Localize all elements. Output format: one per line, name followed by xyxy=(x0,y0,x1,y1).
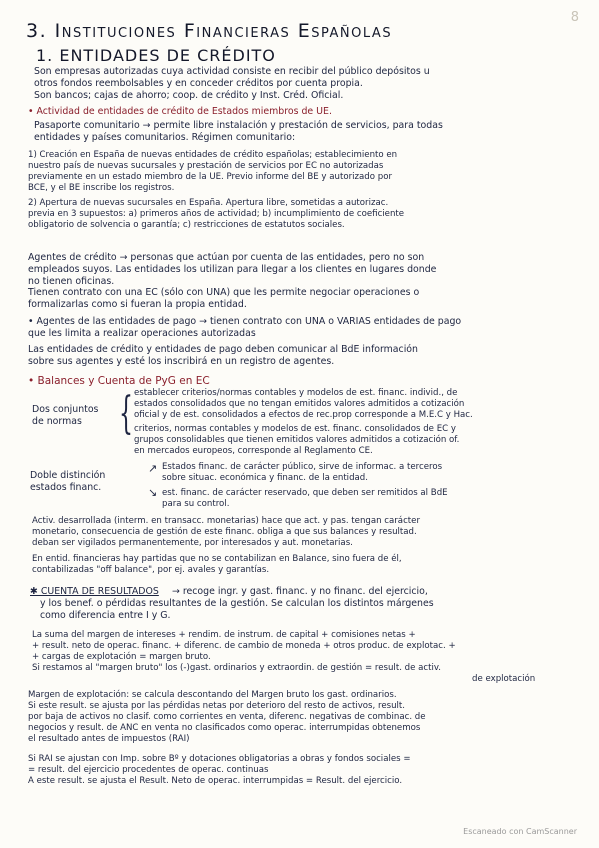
text-line: Son empresas autorizadas cuya actividad consiste en recibir del público depósitos u xyxy=(34,66,430,77)
brace-icon: { xyxy=(119,388,133,439)
text-line: Activ. desarrollada (interm. en transacc. monetarias) hace que act. y pas. tengan carácter xyxy=(32,516,420,526)
text-line: contabilizadas "off balance", por ej. avales y garantías. xyxy=(32,565,270,575)
text-line: de normas xyxy=(32,415,82,427)
cuenta-resultados-line-1: → recoge ingr. y gast. financ. y no financ. del ejercicio, xyxy=(172,586,428,597)
text-line: monetario, consecuencia de gestión de este financ. obliga a que sus balances y resultad. xyxy=(32,527,417,537)
section-heading-entidades: 1. ENTIDADES DE CRÉDITO xyxy=(36,46,276,65)
normas-rule-2 xyxy=(134,424,459,457)
text-line: formalizarlas como si fueran la propia entidad. xyxy=(28,299,247,311)
text-line: por baja de activos no clasif. como corrientes en venta, diferenc. negativas de combinac. de xyxy=(28,712,426,722)
text-line: el resultado antes de impuestos (RAI) xyxy=(28,734,190,744)
text-line: Las entidades de crédito y entidades de pago deben comunicar al BdE información xyxy=(28,344,418,355)
text-line: negocios y result. de ANC en venta no clasificados como operac. interrumpidas obtenemos xyxy=(28,723,421,733)
text-line: deban ser vigilados permanentemente, por interesados y aut. monetarias. xyxy=(32,538,353,548)
text-line: obligatorio de solvencia o garantía; c) restricciones de estatutos sociales. xyxy=(28,220,345,230)
text-line: establecer criterios/normas contables y modelos de est. financ. individ., de xyxy=(134,388,458,398)
text-line: En entid. financieras hay partidas que no se contabilizan en Balance, sino fuera de él, xyxy=(32,554,402,564)
text-line: sobre situac. económica y financ. de la entidad. xyxy=(162,473,368,483)
text-line: estados financ. xyxy=(30,481,102,493)
page-number: 8 xyxy=(570,10,579,25)
text-line: y los benef. o pérdidas resultantes de la gestión. Se calculan los distintos márgenes xyxy=(40,598,434,609)
off-balance-paragraph xyxy=(32,554,402,576)
margen-explotacion-paragraph xyxy=(28,690,426,745)
scanner-watermark: Escaneado con CamScanner xyxy=(463,827,577,836)
doble-distincion-label xyxy=(30,470,105,494)
agentes-pago-paragraph xyxy=(28,316,461,340)
text-line: previamente en un estado miembro de la UE. Previo informe del BE y autorizado por xyxy=(28,172,392,182)
actividad-heading: • Actividad de entidades de crédito de Estados miembros de UE. xyxy=(28,106,332,117)
arrow-down-right-icon: ↘ xyxy=(148,486,158,499)
text-line: = result. del ejercicio procedentes de operac. continuas xyxy=(28,765,269,775)
dos-conjuntos-label xyxy=(32,404,98,428)
actividad-monetaria-paragraph xyxy=(32,516,420,549)
text-line: no tienen oficinas. xyxy=(28,275,115,287)
text-line: sobre sus agentes y esté los inscribirá en un registro de agentes. xyxy=(28,355,335,367)
text-line: Dos conjuntos xyxy=(32,404,99,415)
text-line: grupos consolidables que tienen emitidos valores admitidos a cotización of. xyxy=(134,435,460,445)
intro-paragraph xyxy=(34,66,430,101)
agentes-registro-paragraph xyxy=(28,344,418,368)
text-line: para su control. xyxy=(162,499,230,509)
text-line: Si este result. se ajusta por las pérdidas netas por deterioro del resto de activos, result. xyxy=(28,701,406,711)
text-line: Si RAI se ajustan con Imp. sobre Bº y dotaciones obligatorias a obras y fondos sociales = xyxy=(28,754,411,764)
text-line: est. financ. de carácter reservado, que deben ser remitidos al BdE xyxy=(162,488,448,498)
resultado-ejercicio-paragraph xyxy=(28,754,411,787)
text-line: otros fondos reembolsables y en conceder créditos por cuenta propia. xyxy=(34,77,363,89)
text-line: que les limita a realizar operaciones autorizadas xyxy=(28,327,256,339)
text-line: Estados financ. de carácter público, sirve de informac. a terceros xyxy=(162,462,443,472)
text-line: oficial y de est. consolidados a efectos de rec.prop corresponde a M.E.C y Hac. xyxy=(134,410,473,420)
text-line: Tienen contrato con una EC (sólo con UNA) que les permite negociar operaciones o xyxy=(28,287,420,299)
text-line: nuestro país de nuevas sucursales y prestación de servicios por EC no autorizadas xyxy=(28,161,384,171)
text-line: previa en 3 supuestos: a) primeros años de actividad; b) incumplimiento de coeficiente xyxy=(28,209,405,219)
arrow-up-right-icon: ↗ xyxy=(148,462,158,475)
page-title: 3. Instituciones Financieras Españolas xyxy=(26,20,393,42)
text-line: 2) Apertura de nuevas sucursales en España. Apertura libre, sometidas a autorizac. xyxy=(28,198,389,208)
text-line: La suma del margen de intereses + rendim. de instrum. de capital + comisiones netas + xyxy=(32,630,416,640)
text-line: en mercados europeos, corresponde al Reglamento CE. xyxy=(134,446,373,456)
text-line: + result. neto de operac. financ. + diferenc. de cambio de moneda + otros produc. de explotac. + xyxy=(32,641,456,651)
regimen-item-1 xyxy=(28,150,397,194)
text-line: 1) Creación en España de nuevas entidades de crédito españolas; establecimiento en xyxy=(28,150,398,160)
regimen-item-2 xyxy=(28,198,404,231)
text-line: empleados suyos. Las entidades los utilizan para llegar a los clientes en lugares donde xyxy=(28,263,437,275)
estados-reservados xyxy=(162,488,448,510)
text-line: + cargas de explotación = margen bruto. xyxy=(32,652,211,662)
text-line: criterios, normas contables y modelos de est. financ. consolidados de EC y xyxy=(134,424,456,434)
text-line: Margen de explotación: se calcula descontando del Margen bruto los gast. ordinarios. xyxy=(28,690,397,700)
text-line: de explotación xyxy=(472,674,536,684)
text-line: BCE, y el BE inscribe los registros. xyxy=(28,183,175,193)
cuenta-resultados-rest xyxy=(40,598,434,622)
text-line: Doble distinción xyxy=(30,470,106,481)
estados-publicos xyxy=(162,462,442,484)
text-line: estados consolidados que no tengan emitidos valores admitidos a cotización xyxy=(134,399,465,409)
text-line: Pasaporte comunitario → permite libre instalación y prestación de servicios, para todas xyxy=(34,120,443,131)
cuenta-resultados-heading: ✱ CUENTA DE RESULTADOS xyxy=(30,586,159,597)
text-line: como diferencia entre I y G. xyxy=(40,609,171,621)
margen-bruto-paragraph xyxy=(32,630,535,685)
normas-rule-1 xyxy=(134,388,473,421)
text-line: Son bancos; cajas de ahorro; coop. de crédito y Inst. Créd. Oficial. xyxy=(34,89,344,101)
agentes-paragraph xyxy=(28,252,436,311)
balances-heading: • Balances y Cuenta de PyG en EC xyxy=(28,375,210,387)
text-line: Si restamos al "margen bruto" los (-)gast. ordinarios y extraordin. de gestión = result. de activ. xyxy=(32,663,442,673)
text-line: • Agentes de las entidades de pago → tienen contrato con UNA o VARIAS entidades de pago xyxy=(28,316,462,327)
text-line: Agentes de crédito → personas que actúan por cuenta de las entidades, pero no son xyxy=(28,252,425,263)
pasaporte-paragraph xyxy=(34,120,443,144)
text-line: entidades y países comunitarios. Régimen comunitario: xyxy=(34,131,296,143)
text-line: A este result. se ajusta el Result. Neto de operac. interrumpidas = Result. del ejercicio. xyxy=(28,776,403,786)
